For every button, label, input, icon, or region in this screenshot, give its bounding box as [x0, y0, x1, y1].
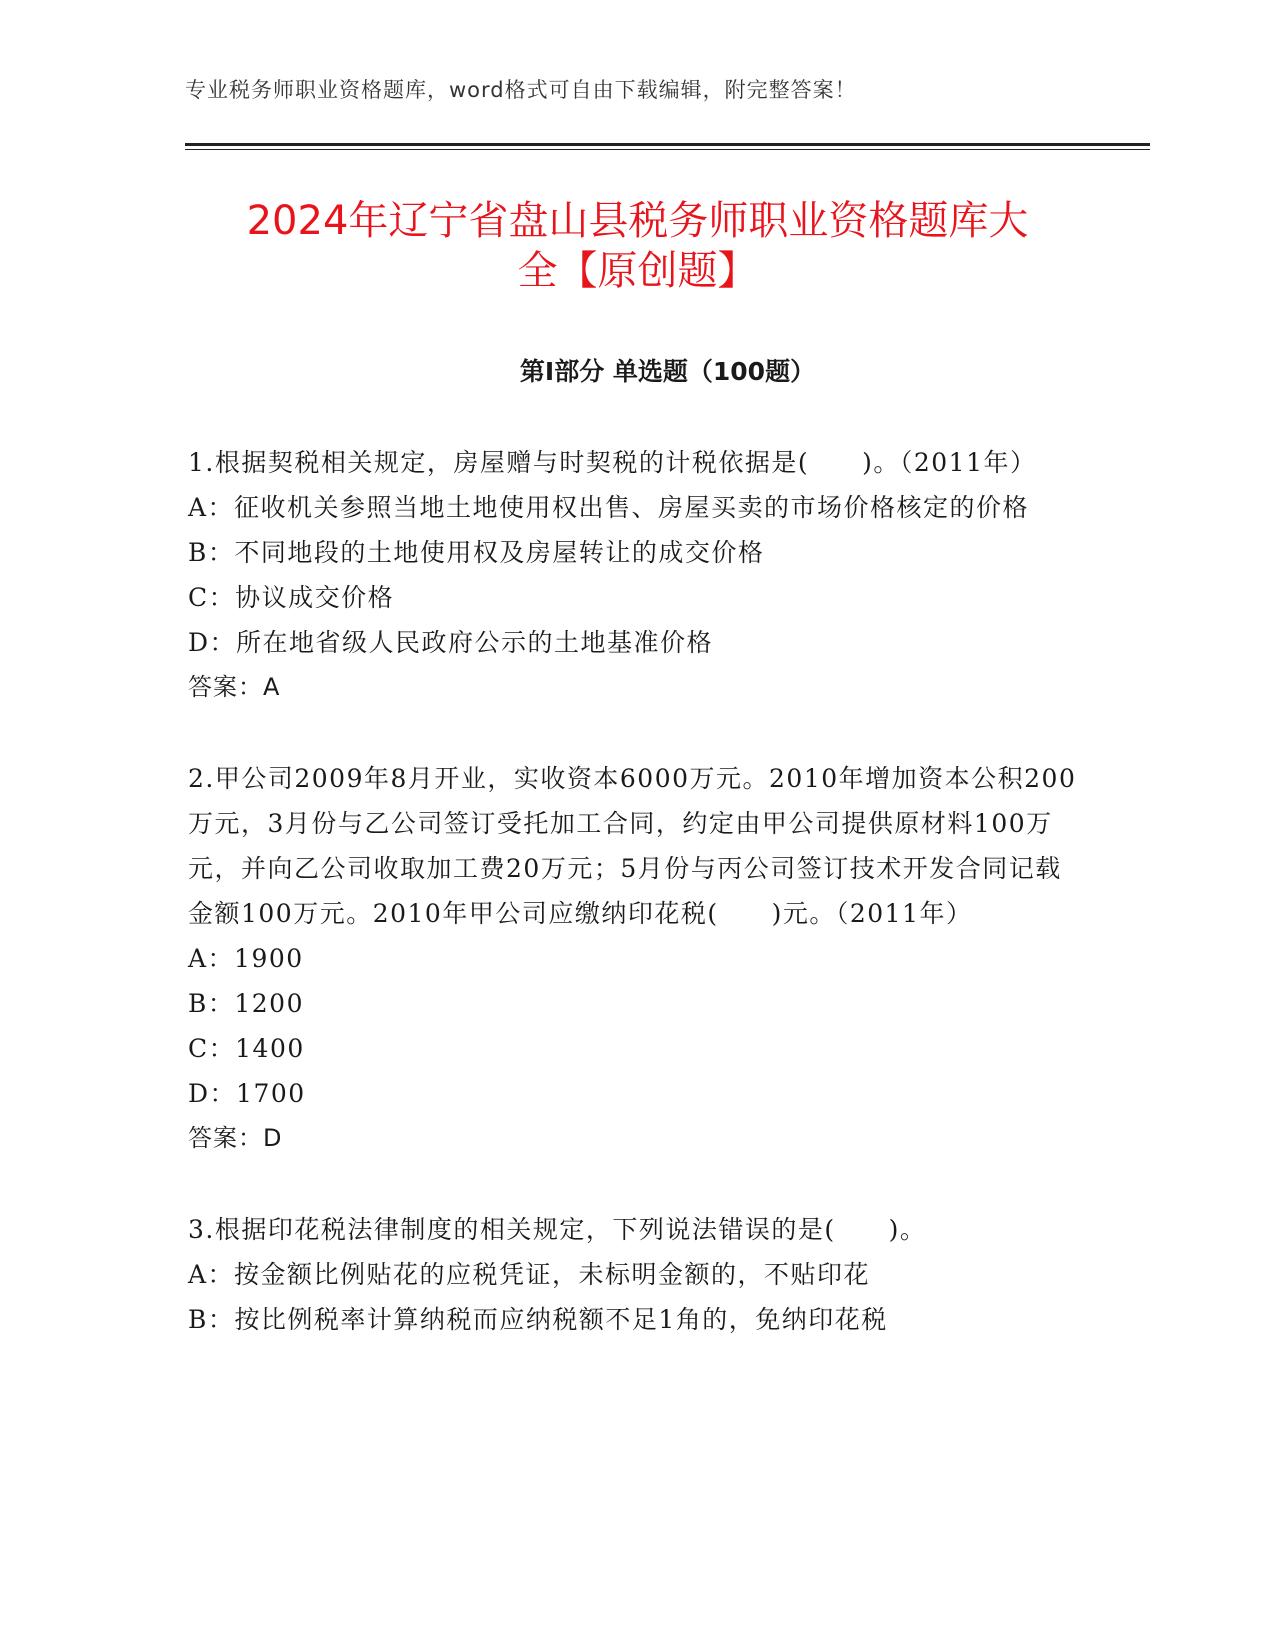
question-3: [188, 1207, 1088, 1342]
option-d: D：所在地省级人民政府公示的土地基准价格: [188, 628, 714, 657]
header-note: 专业税务师职业资格题库，word格式可自由下载编辑，附完整答案！: [185, 78, 857, 102]
option-b: B：不同地段的土地使用权及房屋转让的成交价格: [188, 538, 765, 567]
question-stem: 3.根据印花税法律制度的相关规定，下列说法错误的是( )。: [188, 1215, 927, 1244]
document-title-line2: 全【原创题】: [517, 248, 758, 294]
question-stem: 2.甲公司2009年8月开业，实收资本6000万元。2010年增加资本公积200万元，3月份与乙公司签订受托加工合同，约定由甲公司提供原材料100万元，并向乙公司收取加工费20万元；5月份与丙公司签订技术开发合同记载金额100万元。2010年甲公司应缴纳印花税( )元。（2011年）: [188, 764, 1077, 928]
option-a: A：按金额比例贴花的应税凭证，未标明金额的，不贴印花: [188, 1260, 871, 1289]
option-b: B：1200: [188, 989, 304, 1018]
question-2: [188, 756, 1088, 1161]
document-title: [160, 196, 1115, 296]
section-heading: 第I部分 单选题（100题）: [519, 357, 816, 386]
option-a: A：1900: [188, 944, 304, 973]
option-d: D：1700: [188, 1079, 306, 1108]
option-b: B：按比例税率计算纳税而应纳税额不足1角的，免纳印花税: [188, 1305, 888, 1334]
answer: 答案：D: [188, 1124, 283, 1152]
answer: 答案：A: [188, 673, 281, 701]
question-stem: 1.根据契税相关规定，房屋赠与时契税的计税依据是( )。（2011年）: [188, 448, 1037, 477]
document-title-line1: 2024年辽宁省盘山县税务师职业资格题库大: [246, 198, 1029, 244]
question-1: [188, 440, 1088, 710]
question-list: [188, 440, 1088, 1388]
option-a: A：征收机关参照当地土地使用权出售、房屋买卖的市场价格核定的价格: [188, 493, 1030, 522]
header-rule-thin: [185, 149, 1150, 150]
header-rule-thick: [185, 143, 1150, 146]
option-c: C：协议成交价格: [188, 583, 395, 612]
option-c: C：1400: [188, 1034, 305, 1063]
